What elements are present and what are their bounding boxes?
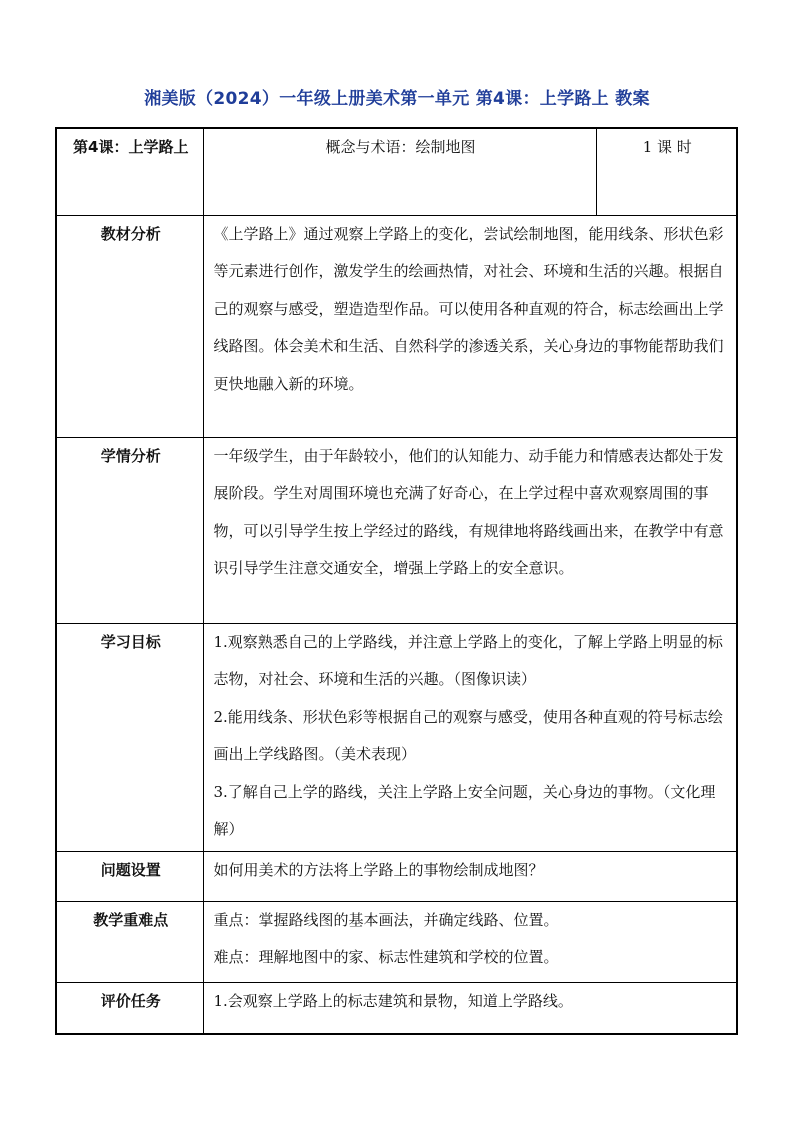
row-content [203, 437, 737, 623]
objective-item: 1.观察熟悉自己的上学路线，并注意上学路上的变化，了解上学路上明显的标志物，对社会、环境和生活的兴趣。（图像识读） [213, 632, 723, 688]
row-content [203, 901, 737, 982]
row-label: 学习目标 [56, 623, 203, 851]
difficult-point: 难点：理解地图中的家、标志性建筑和学校的位置。 [213, 948, 559, 966]
row-evaluation-task [56, 982, 737, 1034]
paragraph: 1.会观察上学路上的标志建筑和景物，知道上学路线。 [213, 991, 573, 1010]
row-label: 问题设置 [56, 851, 203, 901]
key-point: 重点：掌握路线图的基本画法，并确定线路、位置。 [213, 910, 559, 929]
header-row [56, 128, 737, 215]
row-label: 教学重难点 [56, 901, 203, 982]
row-question-setting [56, 851, 737, 901]
objective-item: 2.能用线条、形状色彩等根据自己的观察与感受，使用各种直观的符号标志绘画出上学线路图。（美术表现） [213, 707, 723, 763]
row-label: 学情分析 [56, 437, 203, 623]
row-material-analysis [56, 215, 737, 437]
row-learning-objectives [56, 623, 737, 851]
row-content [203, 982, 737, 1034]
paragraph: 如何用美术的方法将上学路上的事物绘制成地图？ [213, 860, 544, 879]
row-content [203, 215, 737, 437]
row-key-difficult-points [56, 901, 737, 982]
lesson-plan-table [55, 127, 738, 1035]
row-student-analysis [56, 437, 737, 623]
document-title: 湘美版（2024）一年级上册美术第一单元 第4课：上学路上 教案 [144, 89, 650, 109]
row-content [203, 623, 737, 851]
row-content [203, 851, 737, 901]
concept-cell: 概念与术语：绘制地图 [203, 128, 596, 215]
class-hours-cell: 1 课 时 [596, 128, 737, 215]
lesson-title-cell: 第4课：上学路上 [56, 128, 203, 215]
paragraph: 《上学路上》通过观察上学路上的变化，尝试绘制地图，能用线条、形状色彩等元素进行创作，激发学生的绘画热情，对社会、环境和生活的兴趣。根据自己的观察与感受，塑造造型作品。可以使用各种直观的符合，标志绘画出上学线路图。体会美术和生活、自然科学的渗透关系，关心身边的事物能帮助我们更快地融入新的环境。 [213, 224, 724, 393]
row-label: 评价任务 [56, 982, 203, 1034]
objective-item: 3.了解自己上学的路线，关注上学路上安全问题，关心身边的事物。（文化理解） [213, 782, 716, 838]
row-label: 教材分析 [56, 215, 203, 437]
paragraph: 一年级学生，由于年龄较小，他们的认知能力、动手能力和情感表达都处于发展阶段。学生对周围环境也充满了好奇心，在上学过程中喜欢观察周围的事物，可以引导学生按上学经过的路线，有规律地将路线画出来，在教学中有意识引导学生注意交通安全，增强上学路上的安全意识。 [213, 446, 724, 577]
